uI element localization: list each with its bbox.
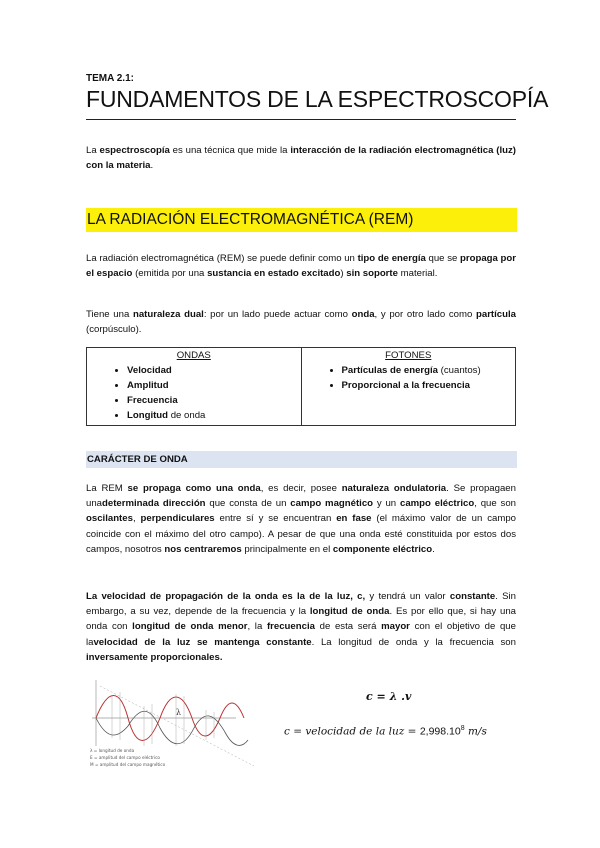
- bold-run: Partículas de energía: [341, 365, 439, 376]
- text-run: La radiación electromagnética (REM) se puede definir como un: [86, 253, 358, 264]
- legend-magnetic: M = amplitud del campo magnético: [90, 762, 166, 767]
- title-underline: [86, 119, 516, 120]
- bold-run: espectroscopía: [99, 145, 170, 156]
- fotones-header: FOTONES: [385, 350, 432, 361]
- list-item: [127, 408, 301, 423]
- bold-run: sustancia en estado excitado: [207, 268, 341, 280]
- rem-definition-paragraph: [86, 251, 516, 281]
- em-wave-figure: [86, 676, 256, 780]
- equation-light-speed: [284, 725, 487, 738]
- section-heading-onda: CARÁCTER DE ONDA: [86, 451, 517, 468]
- bold-run: Amplitud: [127, 380, 169, 391]
- bold-run: frecuencia: [266, 621, 315, 633]
- lambda-mark: λ: [176, 708, 182, 717]
- text-run: (el máximo valor de un campo coincide con el máximo del otro campo). A pesar de que una onda esté constituida por estos dos campos, nosotros: [86, 513, 516, 555]
- text-run: principalmente en el: [241, 543, 333, 555]
- bold-run: longitud de onda menor: [132, 621, 248, 633]
- text-run: es una técnica que mide la: [169, 145, 291, 156]
- bold-run: componente eléctrico: [332, 543, 433, 555]
- bold-run: longitud de onda: [309, 606, 390, 618]
- list-item: [342, 363, 516, 378]
- text-run: , la: [247, 621, 267, 633]
- bold-run: Velocidad: [127, 365, 172, 376]
- legend-lambda: λ = longitud de onda: [90, 748, 135, 753]
- text-run: de esta será: [314, 621, 382, 633]
- fotones-cell: [301, 348, 516, 426]
- text-run: ,: [132, 513, 141, 525]
- equation-lhs: c = velocidad de la luz =: [284, 725, 420, 738]
- text-run: , es decir, posee: [260, 483, 342, 494]
- waves-photons-table: [86, 347, 516, 426]
- text-run: que se: [425, 253, 461, 264]
- ondas-cell: [87, 348, 302, 426]
- bold-run: sin soporte: [346, 268, 398, 280]
- bold-run: partícula: [476, 309, 516, 320]
- topic-label: TEMA 2.1:: [86, 73, 134, 84]
- text-run: .: [150, 160, 154, 172]
- bold-run: naturaleza ondulatoria: [341, 483, 447, 494]
- text-run: con el objetivo de que la: [86, 621, 516, 648]
- text-run: entre sí y se encuentran: [214, 513, 337, 525]
- intro-paragraph: [86, 143, 516, 173]
- text-run: . La longitud de onda y la frecuencia son: [311, 636, 516, 648]
- equation-unit: m/s: [464, 725, 487, 738]
- bold-run: tipo de energía: [357, 253, 426, 264]
- bold-run: propaga por el espacio: [86, 253, 516, 280]
- field-hatching: [112, 692, 214, 746]
- bold-run: determinada dirección: [102, 498, 206, 510]
- equation-exponent: 8: [460, 725, 465, 732]
- bold-run: perpendiculares: [140, 513, 215, 525]
- dual-nature-paragraph: [86, 307, 516, 337]
- legend-electric: E = amplitud del campo eléctrico: [90, 755, 160, 760]
- list-item: [127, 393, 301, 408]
- bold-run: constante: [449, 591, 496, 602]
- text-run: , y por otro lado como: [374, 309, 476, 320]
- ondas-header: ONDAS: [176, 350, 211, 361]
- text-run: de onda: [168, 410, 206, 421]
- ondas-list: [87, 363, 301, 423]
- bold-run: oscilantes: [86, 513, 133, 525]
- equation-wave-speed: c = λ .v: [366, 690, 412, 703]
- table-row: [87, 348, 516, 426]
- text-run: (emitida por una: [132, 268, 208, 280]
- section-heading-rem: LA RADIACIÓN ELECTROMAGNÉTICA (REM): [86, 208, 517, 232]
- text-run: La REM: [86, 483, 128, 494]
- diagonal-axis: [100, 686, 254, 766]
- bold-run: Proporcional a la frecuencia: [341, 380, 470, 391]
- text-run: La: [86, 145, 100, 156]
- bold-run: inversamente proporcionales.: [86, 651, 223, 663]
- bold-run: interacción de la radiación electromagnética (luz) con la materia: [86, 145, 516, 172]
- text-run: (cuantos): [438, 365, 481, 376]
- bold-run: campo eléctrico: [399, 498, 475, 510]
- bold-run: onda: [351, 309, 375, 320]
- light-speed-paragraph: [86, 589, 516, 665]
- bold-run: velocidad de la luz se mantenga constante: [93, 636, 312, 648]
- text-run: y tendrá un valor: [365, 591, 450, 602]
- page-title: FUNDAMENTOS DE LA ESPECTROSCOPÍA: [86, 86, 549, 112]
- equation-number: 2,998.10: [419, 725, 461, 738]
- text-run: que consta de un: [205, 498, 291, 510]
- wave-propagation-paragraph: [86, 481, 516, 557]
- bold-run: nos centraremos: [164, 543, 242, 555]
- bold-run: en fase: [336, 513, 372, 525]
- text-run: : por un lado puede actuar como: [203, 309, 352, 320]
- bold-run: mayor: [381, 621, 410, 633]
- text-run: Tiene una: [86, 309, 133, 320]
- magnetic-field-wave: [96, 711, 248, 745]
- bold-run: Frecuencia: [127, 395, 178, 406]
- text-run: material.: [397, 268, 438, 280]
- bold-run: Longitud: [127, 410, 169, 421]
- text-run: . Sin embargo, a su vez, depende de la frecuencia y la: [86, 591, 516, 618]
- list-item: [127, 378, 301, 393]
- bold-run: campo magnético: [290, 498, 374, 510]
- text-run: . Es por ello que, si hay una onda con: [86, 606, 516, 633]
- bold-run: naturaleza dual: [132, 309, 204, 320]
- text-run: , que son: [474, 498, 516, 510]
- list-item: [342, 378, 516, 393]
- text-run: (corpúsculo).: [86, 324, 142, 336]
- bold-run: se propaga como una onda: [127, 483, 261, 494]
- text-run: y un: [373, 498, 400, 510]
- list-item: [127, 363, 301, 378]
- text-run: . Se propagaen una: [86, 483, 516, 510]
- text-run: ): [340, 268, 347, 280]
- fotones-list: [302, 363, 516, 393]
- text-run: .: [432, 543, 435, 555]
- bold-run: La velocidad de propagación de la onda es la de la luz, c,: [86, 591, 366, 602]
